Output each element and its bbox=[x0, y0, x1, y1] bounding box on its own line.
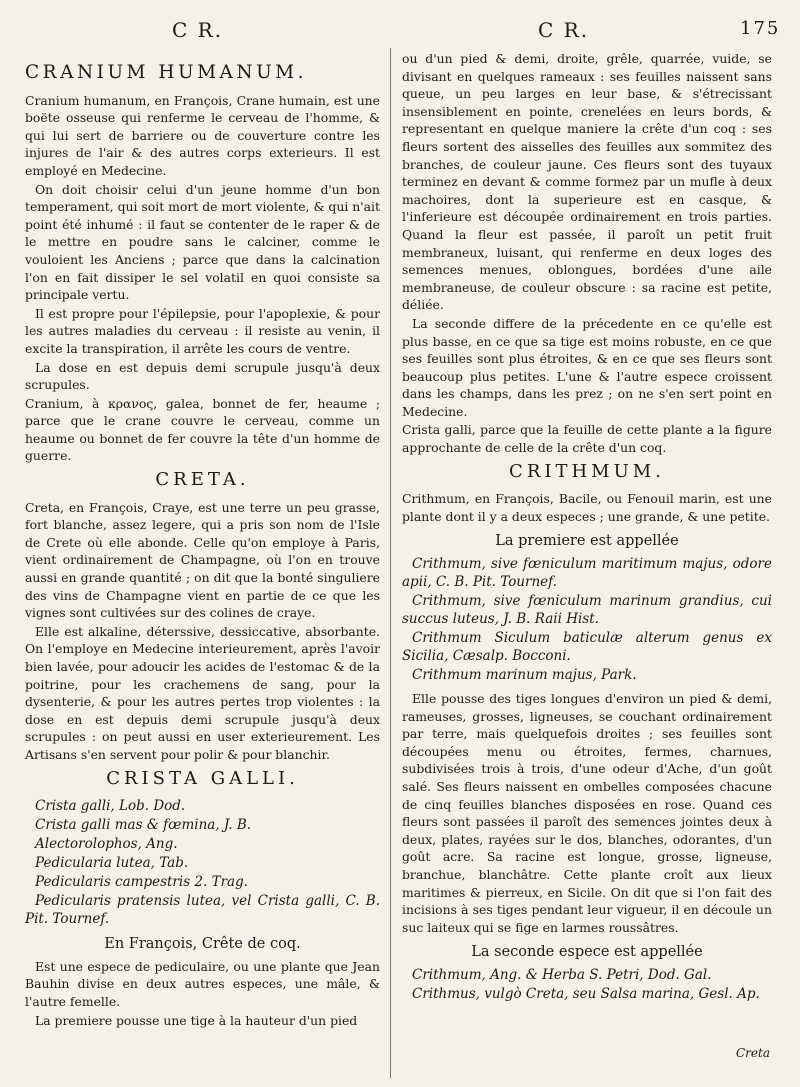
entry-heading-cranium: CRANIUM HUMANUM. bbox=[25, 62, 307, 83]
cranium-paragraph: Cranium humanum, en François, Crane humain, est une boëte osseuse qui renferme le cerveau de l'homme, & qui lui sert de barriere ou de couverture contre les injures de l'air & des autres corps exterieurs. Il est employé en Medecine. bbox=[25, 92, 380, 178]
crithmum-intro: Crithmum, en François, Bacile, ou Fenouil marin, est une plante dont il y a deux especes ; une grande, & une petite. bbox=[402, 491, 772, 524]
first-species-heading: La premiere est appellée bbox=[495, 533, 679, 550]
synonym-line: Crithmus, vulgò Creta, seu Salsa marina, Gesl. Ap. bbox=[412, 985, 760, 1002]
synonym-line: Crithmum, sive fœniculum marinum grandius, cui succus luteus, J. B. Raii Hist. bbox=[402, 593, 772, 628]
synonym-line: Crithmum Siculum baticulæ alterum genus ex Sicilia, Cæsalp. Bocconi. bbox=[402, 630, 772, 665]
crista-galli-paragraph: Crista galli, parce que la feuille de cette plante a la figure approchante de celle de la crête d'un coq. bbox=[402, 422, 772, 456]
synonym-line: Pedicularis campestris 2. Trag. bbox=[35, 874, 249, 891]
crista-galli-paragraph: Est une espece de pediculaire, ou une plante que Jean Bauhin divise en deux autres especes, une mâle, & l'autre femelle. bbox=[25, 958, 380, 1009]
running-head bbox=[0, 18, 800, 48]
entry-heading-crithmum: CRITHMUM. bbox=[509, 460, 665, 482]
column-divider bbox=[390, 48, 391, 1078]
synonym-line: Pedicularis pratensis lutea, vel Crista galli, C. B. Pit. Tournef. bbox=[25, 893, 380, 928]
crista-galli-paragraph: La premiere pousse une tige à la hauteur d'un pied bbox=[35, 1012, 358, 1028]
synonym-line: Crithmum, sive fœniculum maritimum majus, odore apii, C. B. Pit. Tournef. bbox=[402, 556, 772, 591]
cranium-paragraph: La dose en est depuis demi scrupule jusqu'à deux scrupules. bbox=[25, 359, 380, 393]
synonym-line: Crithmum marinum majus, Park. bbox=[412, 667, 637, 684]
synonym-line: Crithmum, Ang. & Herba S. Petri, Dod. Gal. bbox=[412, 966, 712, 983]
crista-galli-paragraph: La seconde differe de la précedente en ce qu'elle est plus basse, en ce que sa tige est moins robuste, en ce que ses feuilles sont plus étroites, & en ce que ses fleurs sont beaucoup plus petites. L'une & l'autre espece croissent dans les champs, dans les prez ; on ne s'en sert point en Medecine. bbox=[402, 315, 772, 419]
creta-paragraph: Elle est alkaline, déterssive, dessiccative, absorbante. On l'employe en Medecine interieurement, après l'avoir bien lavée, pour adoucir les acides de l'estomac & de la poitrine, pour les crachemens de sang, pour la dysenterie, & pour les autres pertes trop violentes : la dose en est depuis demi scrupule jusqu'à deux scrupules : on peut aussi en user exterieurement. Les Artisans s'en servent pour polir & pour blanchir. bbox=[25, 623, 380, 762]
synonym-line: Crista galli mas & fœmina, J. B. bbox=[35, 817, 252, 834]
crista-galli-continued: ou d'un pied & demi, droite, grêle, quarrée, vuide, se divisant en quelques rameaux : ses feuilles naissent sans queue, un peu larges en leur base, & s'étrecissant insensiblement en pointe, crenelées en leurs bords, & representant en quelque maniere la crête d'un coq : ses fleurs sortent des aisselles des feuilles aux sommitez des branches, de couleur jaune. Ces fleurs sont des tuyaux terminez en devant & comme formez par un mufle à deux machoires, dont la superieure est en casque, & l'inferieure est découpée ordinairement en trois parties. Quand la fleur est passée, il paroît un petit fruit membraneux, luisant, qui renferme en deux loges des semences menues, oblongues, bordées d'une aile membraneuse, de couleur obscure : sa racine est petite, déliée. bbox=[402, 51, 772, 313]
cranium-paragraph: Il est propre pour l'épilepsie, pour l'apoplexie, & pour les autres maladies du cerveau : il resiste au venin, il excite la transpiration, il arrête les cours de ventre. bbox=[25, 305, 380, 356]
crithmum-description: Elle pousse des tiges longues d'environ un pied & demi, rameuses, grosses, ligneuses, se couchant ordinairement par terre, mais quelquefois droites ; ses feuilles sont découpées menu ou étroites, fermes, charnues, subdivisées trois à trois, d'une odeur d'Ache, d'un goût salé. Ses fleurs naissent en ombelles composées chacune de cinq feuilles blanches disposées en rose. Quand ces fleurs sont passées il paroît des semences jointes deux à deux, plates, rayées sur le dos, blanches, odorantes, d'un goût acre. Sa racine est longue, grosse, ligneuse, branchue, blanchâtre. Cette plante croît aux lieux maritimes & pierreux, en Sicile. On dit que si l'on fait des incisions à ses tiges pendant leur vigueur, il en découle un suc laiteux qui se fige en larmes roussâtres. bbox=[402, 691, 772, 935]
page-number: 175 bbox=[740, 18, 781, 39]
running-head-right: C R. bbox=[538, 18, 590, 42]
french-name: En François, Crête de coq. bbox=[104, 936, 301, 953]
cranium-paragraph: Cranium, à κρανος, galea, bonnet de fer, heaume ; parce que le crane couvre le cerveau, comme un heaume ou bonnet de fer couvre la tête d'un homme de guerre. bbox=[25, 395, 380, 464]
left-column bbox=[25, 58, 380, 1030]
entry-heading-crista-galli: CRISTA GALLI. bbox=[106, 767, 299, 789]
second-species-heading: La seconde espece est appellée bbox=[471, 944, 703, 961]
catchword: Creta bbox=[736, 1046, 770, 1060]
synonym-line: Pedicularia lutea, Tab. bbox=[35, 855, 189, 872]
entry-heading-creta: CRETA. bbox=[155, 469, 250, 491]
right-column bbox=[402, 50, 772, 1004]
creta-paragraph: Creta, en François, Craye, est une terre un peu grasse, fort blanche, assez legere, qui a pris son nom de l'Isle de Crete où elle abonde. Celle qu'on employe à Paris, vient ordinairement de Champagne, où l'on en trouve aussi en grande quantité ; on dit que la bonté singuliere des vins de Champagne vient en partie de ce que les vignes sont cultivées sur des colines de craye. bbox=[25, 499, 380, 621]
cranium-paragraph: On doit choisir celui d'un jeune homme d'un bon temperament, qui soit mort de mort violente, & qui n'ait point été inhumé : il faut se contenter de le raper & de le mettre en poudre sans le calciner, comme le vouloient les Anciens ; parce que dans la calcination l'on en fait dissiper le sel volatil en quoi consiste sa principale vertu. bbox=[25, 181, 380, 303]
running-head-left: C R. bbox=[172, 18, 224, 42]
synonym-line: Alectorolophos, Ang. bbox=[35, 836, 178, 853]
synonym-line: Crista galli, Lob. Dod. bbox=[35, 798, 186, 815]
